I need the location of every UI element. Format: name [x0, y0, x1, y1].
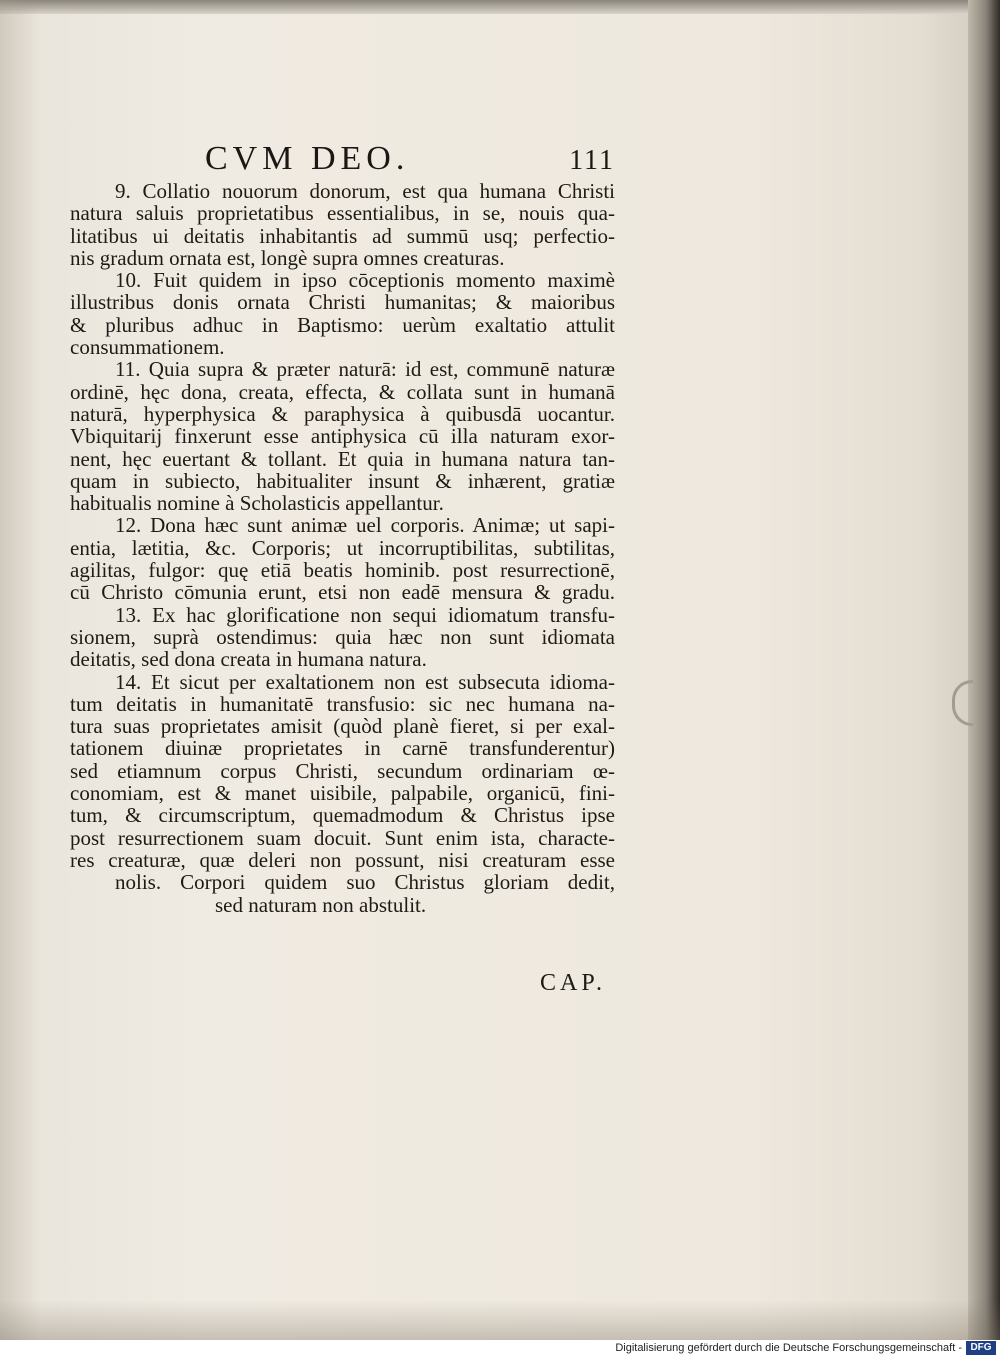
footer-credit: Digitalisierung gefördert durch die Deutsche Forschungsgemeinschaft -	[615, 1342, 962, 1354]
running-head	[205, 140, 615, 180]
text-line: entia, lætitia, &c. Corporis; ut incorruptibilitas, subtilitas,	[70, 535, 615, 560]
left-edge-shadow	[0, 0, 40, 1340]
bottom-edge-shadow	[0, 1300, 1000, 1340]
page-number: 111	[569, 145, 615, 176]
text-line: ordinē, hęc dona, creata, effecta, & collata sunt in humanā	[70, 379, 615, 404]
text-line: naturā, hyperphysica & paraphysica à quibusdā uocantur.	[70, 401, 615, 426]
text-line: tum, & circumscriptum, quemadmodum & Christus ipse	[70, 803, 615, 828]
text-line: tum deitatis in humanitatē transfusio: sic nec humana na-	[70, 691, 615, 716]
text-line: Vbiquitarij finxerunt esse antiphysica cū illa naturam exor-	[70, 424, 615, 449]
text-line: sionem, suprà ostendimus: quia hæc non sunt idiomata	[70, 624, 615, 649]
text-line: 9. Collatio nouorum donorum, est qua humana Christi	[115, 179, 615, 203]
text-line: 13. Ex hac glorificatione non sequi idiomatum transfu-	[115, 602, 615, 627]
text-line: quam in subiecto, habitualiter insunt & inhærent, gratiæ	[70, 468, 615, 493]
text-line: sed naturam non abstulit.	[215, 892, 427, 917]
text-line: deitatis, sed dona creata in humana natura.	[70, 647, 427, 672]
top-edge-shadow	[0, 0, 1000, 14]
text-line: res creaturæ, quæ deleri non possunt, nisi creaturam esse	[70, 847, 615, 872]
text-line: 12. Dona hæc sunt animæ uel corporis. Animæ; ut sapi-	[115, 513, 615, 538]
dfg-logo: DFG	[966, 1341, 996, 1355]
text-line: cū Christo cōmunia erunt, etsi non eadē mensura & gradu.	[70, 580, 615, 605]
text-line: 14. Et sicut per exaltationem non est subsecuta idioma-	[115, 669, 615, 694]
text-line: consummationem.	[70, 335, 225, 360]
text-line: conomiam, est & manet uisibile, palpabile, organicū, fini-	[70, 781, 615, 806]
text-line: natura saluis proprietatibus essentialibus, in se, nouis qua-	[70, 201, 615, 226]
text-line: habitualis nomine à Scholasticis appellantur.	[70, 491, 444, 516]
text-line: nis gradum ornata est, longè supra omnes creaturas.	[70, 245, 505, 270]
running-head-title: CVM DEO.	[205, 140, 410, 177]
text-line: illustribus donis ornata Christi humanitas; & maioribus	[70, 290, 615, 315]
right-edge-shadow	[968, 0, 1000, 1340]
text-line: 10. Fuit quidem in ipso cōceptionis momento maximè	[115, 268, 615, 293]
text-line: nolis. Corpori quidem suo Christus gloriam dedit,	[115, 870, 615, 895]
text-line: 11. Quia supra & præter naturā: id est, communē naturæ	[115, 357, 615, 382]
text-line: agilitas, fulgor: quę etiā beatis hominib. post resurrectionē,	[70, 558, 615, 583]
text-line: tationem diuinæ proprietates in carnē transfunderentur)	[70, 736, 615, 761]
text-line: tura suas proprietates amisit (quòd planè fieret, si per exal-	[70, 714, 615, 739]
catchword: CAP.	[540, 970, 607, 996]
text-line: & pluribus adhuc in Baptismo: uerùm exaltatio attulit	[70, 312, 615, 337]
body-text	[70, 180, 615, 916]
text-line: litatibus ui deitatis inhabitantis ad summū usq; perfectio-	[70, 223, 615, 248]
text-line: sed etiamnum corpus Christi, secundum ordinariam œ-	[70, 758, 615, 783]
text-line: post resurrectionem suam docuit. Sunt enim ista, characte-	[70, 825, 615, 850]
text-line: nent, hęc euertant & tollant. Et quia in humana natura tan-	[70, 446, 615, 471]
